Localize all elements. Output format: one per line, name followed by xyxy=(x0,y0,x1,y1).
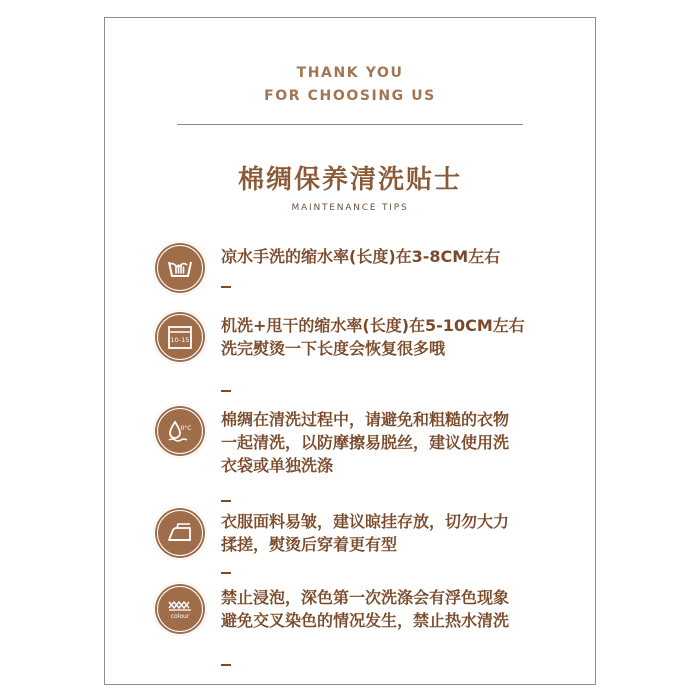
thank-you-line: THANK YOU xyxy=(296,65,404,81)
tip-text: 机洗+甩干的缩水率(长度)在5-10CM左右 洗完熨烫一下长度会恢复很多哦 xyxy=(221,316,525,358)
tip-dash xyxy=(221,572,231,574)
tip-dash xyxy=(221,390,231,392)
tip-text: 禁止浸泡，深色第一次洗涤会有浮色现象 避免交叉染色的情况发生，禁止热水清洗 xyxy=(221,588,510,630)
tip-text: 凉水手洗的缩水率(长度)在3-8CM左右 xyxy=(221,247,501,266)
choosing-us-line: FOR CHOOSING US xyxy=(264,88,436,104)
tip-text: 衣服面料易皱，建议晾挂存放，切勿大力 揉搓，熨烫后穿着更有型 xyxy=(221,512,510,554)
colour-icon xyxy=(153,582,207,636)
tip-text: 棉绸在清洗过程中，请避免和粗糙的衣物 一起清洗，以防摩擦易脱丝，建议使用洗 衣袋或单独洗涤 xyxy=(221,410,510,475)
page-title: 棉绸保养清洗贴士 xyxy=(237,165,462,195)
iron-icon xyxy=(153,506,207,560)
tip-dash xyxy=(221,500,231,502)
colour-label: colour xyxy=(170,613,190,620)
page-subtitle: MAINTENANCE TIPS xyxy=(291,203,409,213)
machine-wash-icon-label: 10-15 xyxy=(170,336,190,344)
hand-wash-icon xyxy=(153,241,207,295)
machine-wash-icon xyxy=(153,310,207,364)
tips-card xyxy=(104,17,596,685)
tip-dash xyxy=(221,286,231,288)
divider xyxy=(177,124,523,125)
temperature-label: 0°C xyxy=(180,425,192,432)
tip-dash xyxy=(221,664,231,666)
water-temperature-icon xyxy=(153,404,207,458)
